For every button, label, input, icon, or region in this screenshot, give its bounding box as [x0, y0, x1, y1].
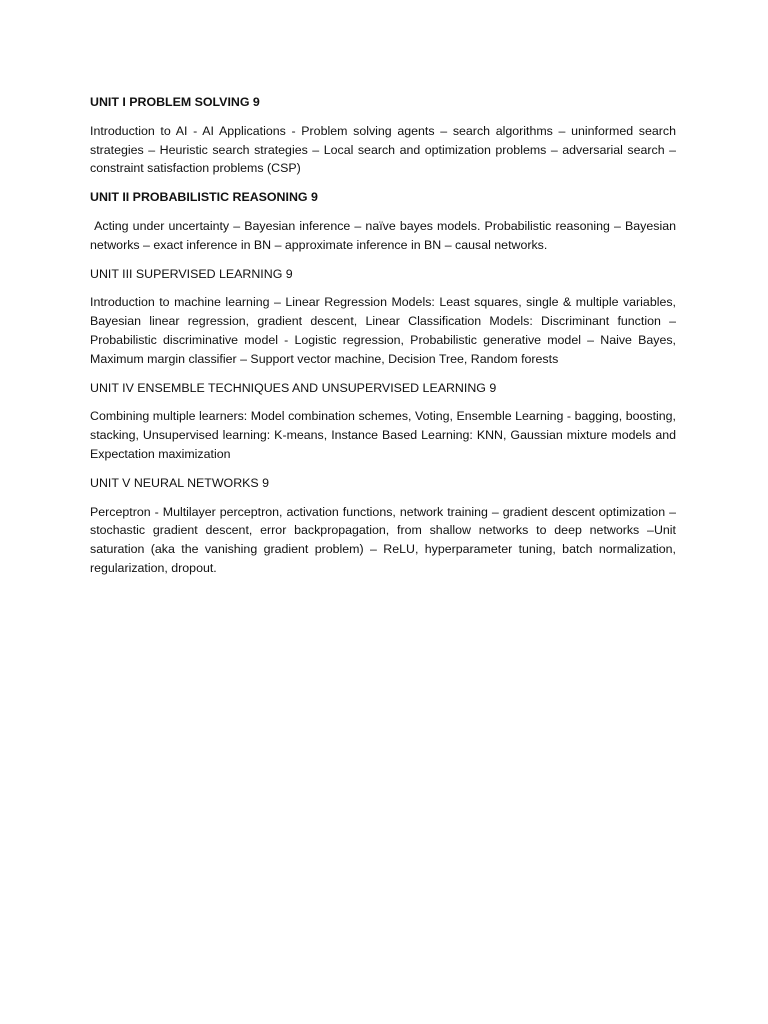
unit-2-text: Acting under uncertainty – Bayesian inference – naïve bayes models. Probabilistic reasoning – Bayesian networks – exact inference in BN – approximate inference in BN – causal networks. — [90, 218, 680, 252]
unit-1-heading: UNIT I PROBLEM SOLVING 9 — [90, 95, 260, 109]
unit-4-heading: UNIT IV ENSEMBLE TECHNIQUES AND UNSUPERVISED LEARNING 9 — [90, 380, 497, 395]
unit-3-heading: UNIT III SUPERVISED LEARNING 9 — [90, 266, 293, 281]
unit-3-text: Introduction to machine learning – Linear Regression Models: Least squares, single & multiple variables, Bayesian linear regression, gradient descent, Linear Classification Models: Discriminant function – Probabilistic discriminative model - Logistic regression, Probabilistic generative model – Naive Bayes, Maximum margin classifier – Support vector machine, Decision Tree, Random forests — [90, 295, 680, 366]
document-page — [90, 93, 680, 588]
unit-4-text: Combining multiple learners: Model combination schemes, Voting, Ensemble Learning - bagging, boosting, stacking, Unsupervised learning: K-means, Instance Based Learning: KNN, Gaussian mixture models and Expectation maximization — [90, 409, 680, 461]
unit-1-text: Introduction to AI - AI Applications - Problem solving agents – search algorithms – uninformed search strategies – Heuristic search strategies – Local search and optimization problems – adversarial search – constraint satisfaction problems (CSP) — [90, 123, 680, 176]
unit-2-heading: UNIT II PROBABILISTIC REASONING 9 — [90, 190, 318, 205]
unit-5-text: Perceptron - Multilayer perceptron, activation functions, network training – gradient descent optimization – stochastic gradient descent, error backpropagation, from shallow networks to deep networks –Unit saturation (aka the vanishing gradient problem) – ReLU, hyperparameter tuning, batch normalization, regularization, dropout. — [90, 504, 680, 575]
unit-5-heading: UNIT V NEURAL NETWORKS 9 — [90, 475, 270, 490]
